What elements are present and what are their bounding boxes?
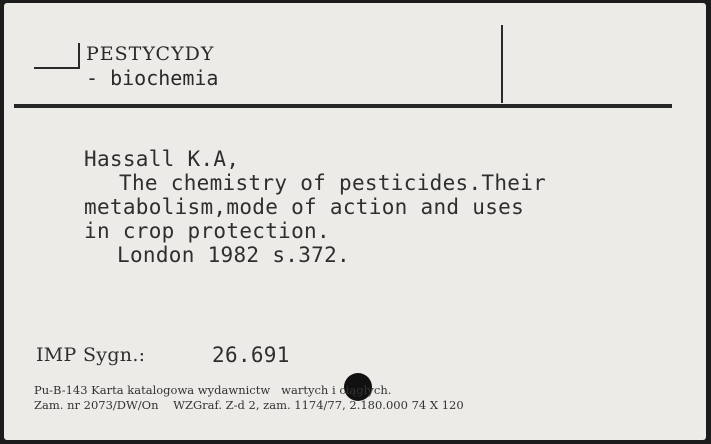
imprint-line: London 1982 s.372. (117, 243, 350, 267)
title-line-1: The chemistry of pesticides.Their (119, 171, 547, 195)
header-horizontal-rule (14, 104, 672, 108)
subject-heading: PESTYCYDY (86, 43, 215, 65)
subject-subdivision: - biochemia (86, 66, 219, 90)
title-line-3: in crop protection. (84, 219, 330, 243)
footer-line-1: Pu-B-143 Karta katalogowa wydawnictw wartych i ciągłych. (34, 383, 392, 397)
footer-line-2: Zam. nr 2073/DW/On WZGraf. Z-d 2, zam. 1174/77, 2.180.000 74 X 120 (34, 398, 464, 412)
call-number-label: IMP Sygn.: (36, 344, 146, 366)
title-line-2: metabolism,mode of action and uses (84, 195, 525, 219)
catalog-card (4, 3, 706, 440)
header-vertical-rule (501, 25, 503, 103)
call-number-value: 26.691 (212, 343, 290, 367)
author-line: Hassall K.A, (84, 147, 240, 171)
subject-corner-mark (34, 43, 80, 69)
